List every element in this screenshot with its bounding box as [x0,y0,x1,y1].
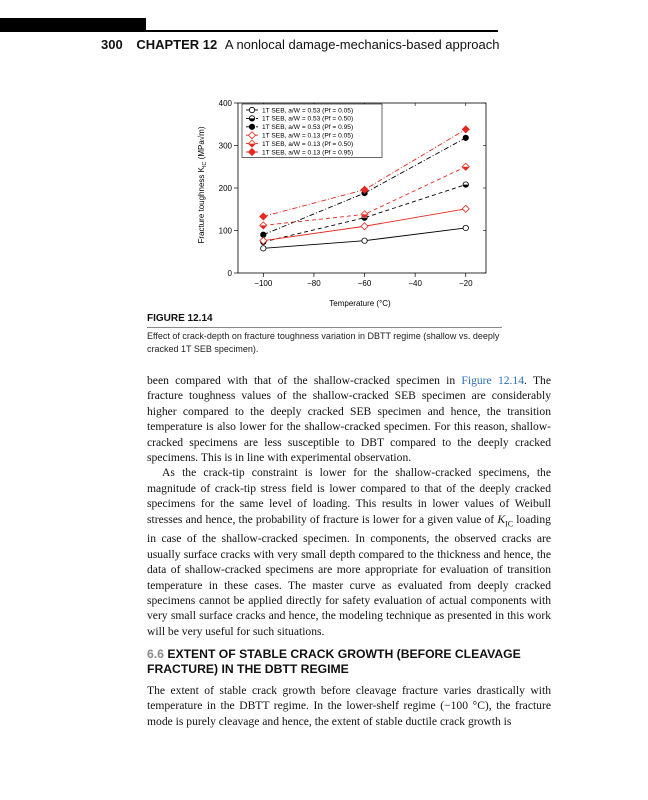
data-point [261,246,266,251]
y-tick-label: 0 [227,269,232,278]
legend-entry-2 [246,116,353,123]
data-point-fill [260,225,267,229]
data-point [462,126,469,133]
section-body [147,683,551,729]
data-point [260,213,267,220]
section-title: EXTENT OF STABLE CRACK GROWTH (BEFORE CLEAVAGE FRACTURE) IN THE DBTT REGIME [147,647,521,676]
data-point [463,135,468,140]
legend-label: 1T SEB, a/W = 0.13 (Pf = 0.50) [262,140,354,148]
x-tick-label: −80 [307,279,321,288]
legend-label: 1T SEB, a/W = 0.53 (Pf = 0.05) [262,107,354,115]
running-header [101,37,500,52]
chapter-title: A nonlocal damage-mechanics-based approach [224,37,500,52]
data-point [462,205,469,212]
data-point [361,223,368,230]
legend-label: 1T SEB, a/W = 0.13 (Pf = 0.05) [262,132,354,140]
page-number: 300 [101,37,123,52]
chapter-label: CHAPTER 12 [136,37,218,52]
legend-entry-5 [246,140,353,148]
legend-label: 1T SEB, a/W = 0.13 (Pf = 0.95) [262,149,354,157]
caption-rule [147,327,502,328]
body-text [147,373,551,639]
y-tick-label: 100 [218,226,232,236]
y-tick-label: 300 [218,141,232,151]
legend [242,104,382,157]
paragraph-2: As the crack-tip constraint is lower for the shallow-cracked specimens, the magnitude of crack-tip stress field is lower compared to that of the deeply cracked specimens for the same level of loading. This results in lower values of Weibull stresses and hence, the probability of fracture is lower for a given value of $K_{IC}$ loading in case of the shallow-cracked specimen. In components, the observed cracks are usually surface cracks with very small depth compared to the thickness and hence, the data of shallow-cracked specimens are more appropriate for evaluation of transition temperature in these cases. The master curve as evaluated from deeply cracked specimens cannot be applied directly for safety evaluation of actual components with very small surface cracks and hence, the modeling technique as presented in this work will be very useful for such situations. [147,466,551,638]
legend-marker [249,124,254,129]
x-tick-label: −100 [254,279,273,288]
paragraph-1: been compared with that of the shallow-cracked specimen in Figure 12.14. The fracture toughness values of the shallow-cracked SEB specimen are considerably higher compared to the deeply cracked SEB specimen and hence, the transition temperature is also lower for the shallow-cracked specimen. For this reason, shallow-cracked specimens are less susceptible to DBT compared to the deeply cracked specimens. This is in line with experimental observation. [147,374,551,465]
x-tick-label: −60 [357,279,372,288]
legend-entry-1 [246,107,353,114]
figure-link[interactable]: Figure 12.14 [461,374,525,387]
data-point [463,225,468,230]
caption-text: Effect of crack-depth on fracture toughness variation in DBTT regime (shallow vs. deeply cracked 1T SEB specimen). [147,331,500,354]
x-tick-label: −40 [408,279,422,288]
data-point [362,238,367,243]
data-point-fill [462,167,469,171]
section-number: 6.6 [147,647,164,661]
legend-entry-4 [246,132,353,140]
legend-label: 1T SEB, a/W = 0.53 (Pf = 0.50) [262,115,354,123]
header-rule [0,30,498,32]
fracture-toughness-chart [190,90,500,312]
legend-marker [249,107,254,112]
figure-caption [147,313,502,356]
svg-text:Fracture toughness KIC (MPa√m): Fracture toughness $K_{IC}$ (MPa√m) [197,126,208,244]
legend-entry-6 [246,149,353,157]
x-tick-label: −20 [458,279,473,288]
y-tick-label: 200 [218,184,232,193]
x-axis-label: Temperature (°C) [329,299,391,308]
section-heading [147,647,551,677]
figure-label: FIGURE 12.14 [147,313,213,324]
y-tick-label: 400 [218,99,232,108]
legend-entry-3 [246,124,353,131]
paragraph-3: The extent of stable crack growth before cleavage fracture varies drastically with temperature in the DBTT regime. In the lower-shelf regime (−100 °C), the fracture mode is purely cleavage and hence, the extent of stable ductile crack growth is [147,684,551,728]
legend-label: 1T SEB, a/W = 0.53 (Pf = 0.95) [262,124,354,132]
y-axis-label [197,126,208,243]
